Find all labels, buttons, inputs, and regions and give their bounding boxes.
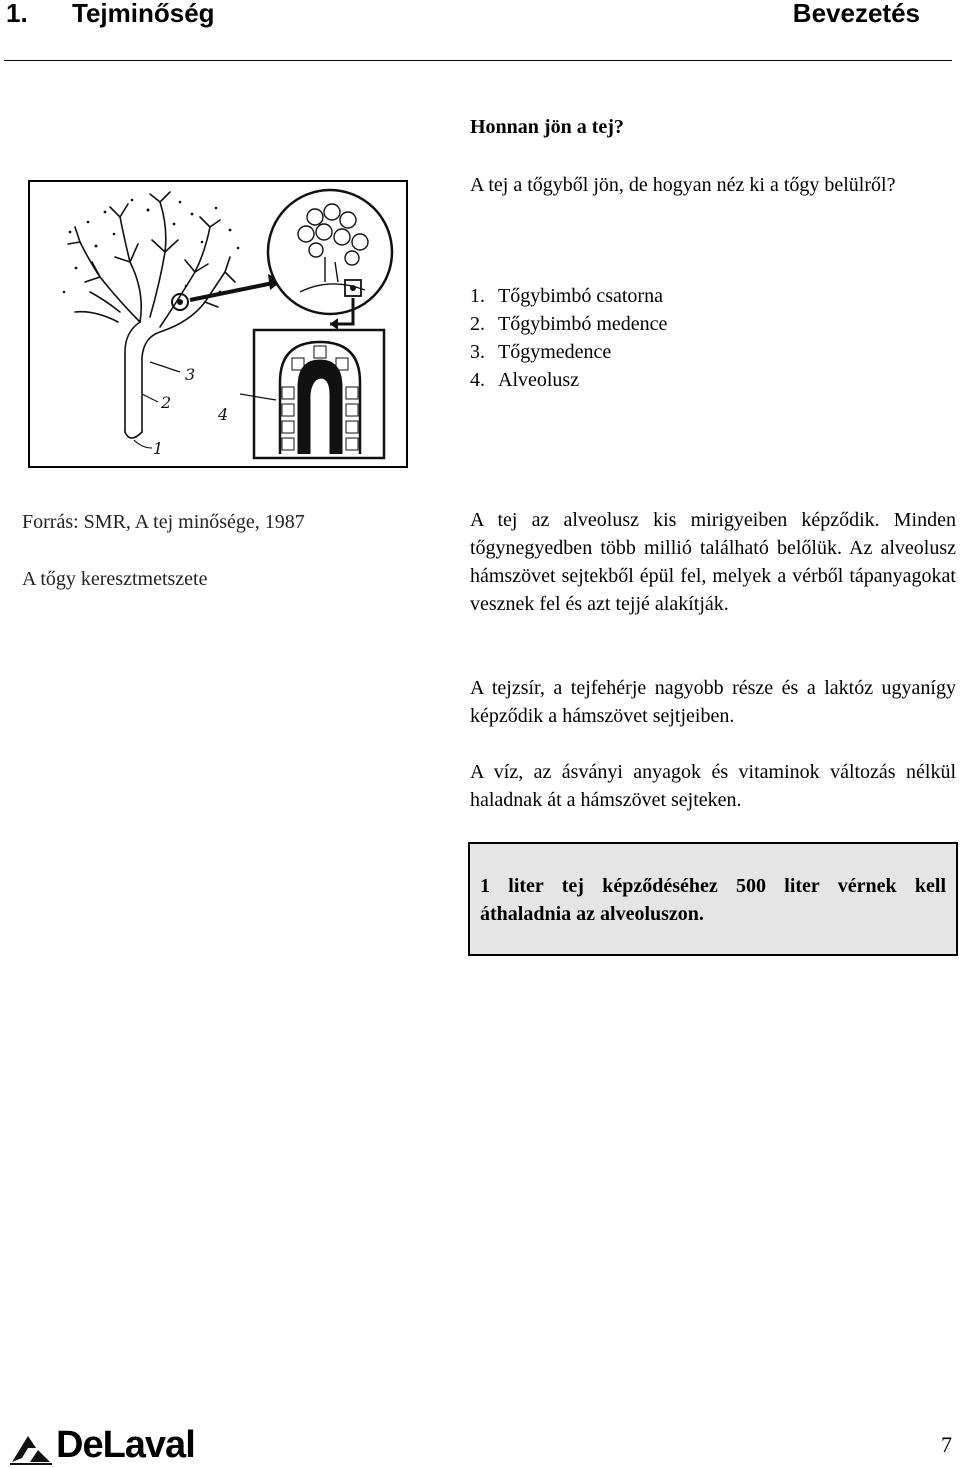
- page-header: [0, 0, 960, 62]
- legend-item: 3. Tőgymedence: [470, 341, 612, 363]
- figure-label: 1: [153, 439, 164, 458]
- question-heading: Honnan jön a tej?: [470, 116, 624, 138]
- intro-text: A tej a tőgyből jön, de hogyan néz ki a tőgy belülről?: [470, 174, 896, 196]
- highlight-box: [468, 842, 958, 956]
- section-title: Bevezetés: [792, 0, 920, 28]
- figure-source: Forrás: SMR, A tej minősége, 1987: [22, 511, 305, 533]
- udder-illustration: [30, 182, 406, 466]
- legend-item: 2. Tőgybimbó medence: [470, 313, 668, 335]
- figure-label: 3: [185, 365, 196, 384]
- udder-cross-section-figure: [28, 180, 408, 468]
- header-divider: [4, 60, 952, 61]
- delaval-emblem-icon: [8, 1430, 54, 1466]
- chapter-heading: [6, 0, 215, 29]
- body-paragraph: A tejzsír, a tejfehérje nagyobb része és a laktóz ugyanígy képződik a hámszövet sejtjeiben.: [470, 677, 956, 727]
- delaval-logo: [8, 1424, 228, 1468]
- figure-label: 2: [161, 393, 172, 412]
- body-paragraph: A tej az alveolusz kis mirigyeiben képződik. Minden tőgynegyedben több millió található belőlük. Az alveolusz hámszövet sejtekből épül fel, melyek a vérből tápanyagokat vesznek fel és azt tejjé alakítják.: [470, 509, 956, 615]
- logo-text: DeLaval: [56, 1424, 195, 1466]
- legend-item: 1. Tőgybimbó csatorna: [470, 285, 663, 307]
- legend-list: [470, 282, 950, 394]
- chapter-number: 1.: [6, 0, 28, 28]
- body-paragraph: A víz, az ásványi anyagok és vitaminok változás nélkül haladnak át a hámszövet sejteken.: [470, 761, 956, 811]
- figure-caption: A tőgy keresztmetszete: [22, 568, 208, 590]
- page-number: 7: [941, 1432, 952, 1457]
- highlight-text: 1 liter tej képződéséhez 500 liter vérnek kell áthaladnia az alveoluszon.: [480, 875, 946, 925]
- chapter-title: Tejminőség: [72, 0, 215, 28]
- figure-label: 4: [218, 405, 229, 424]
- legend-item: 4. Alveolusz: [470, 369, 580, 391]
